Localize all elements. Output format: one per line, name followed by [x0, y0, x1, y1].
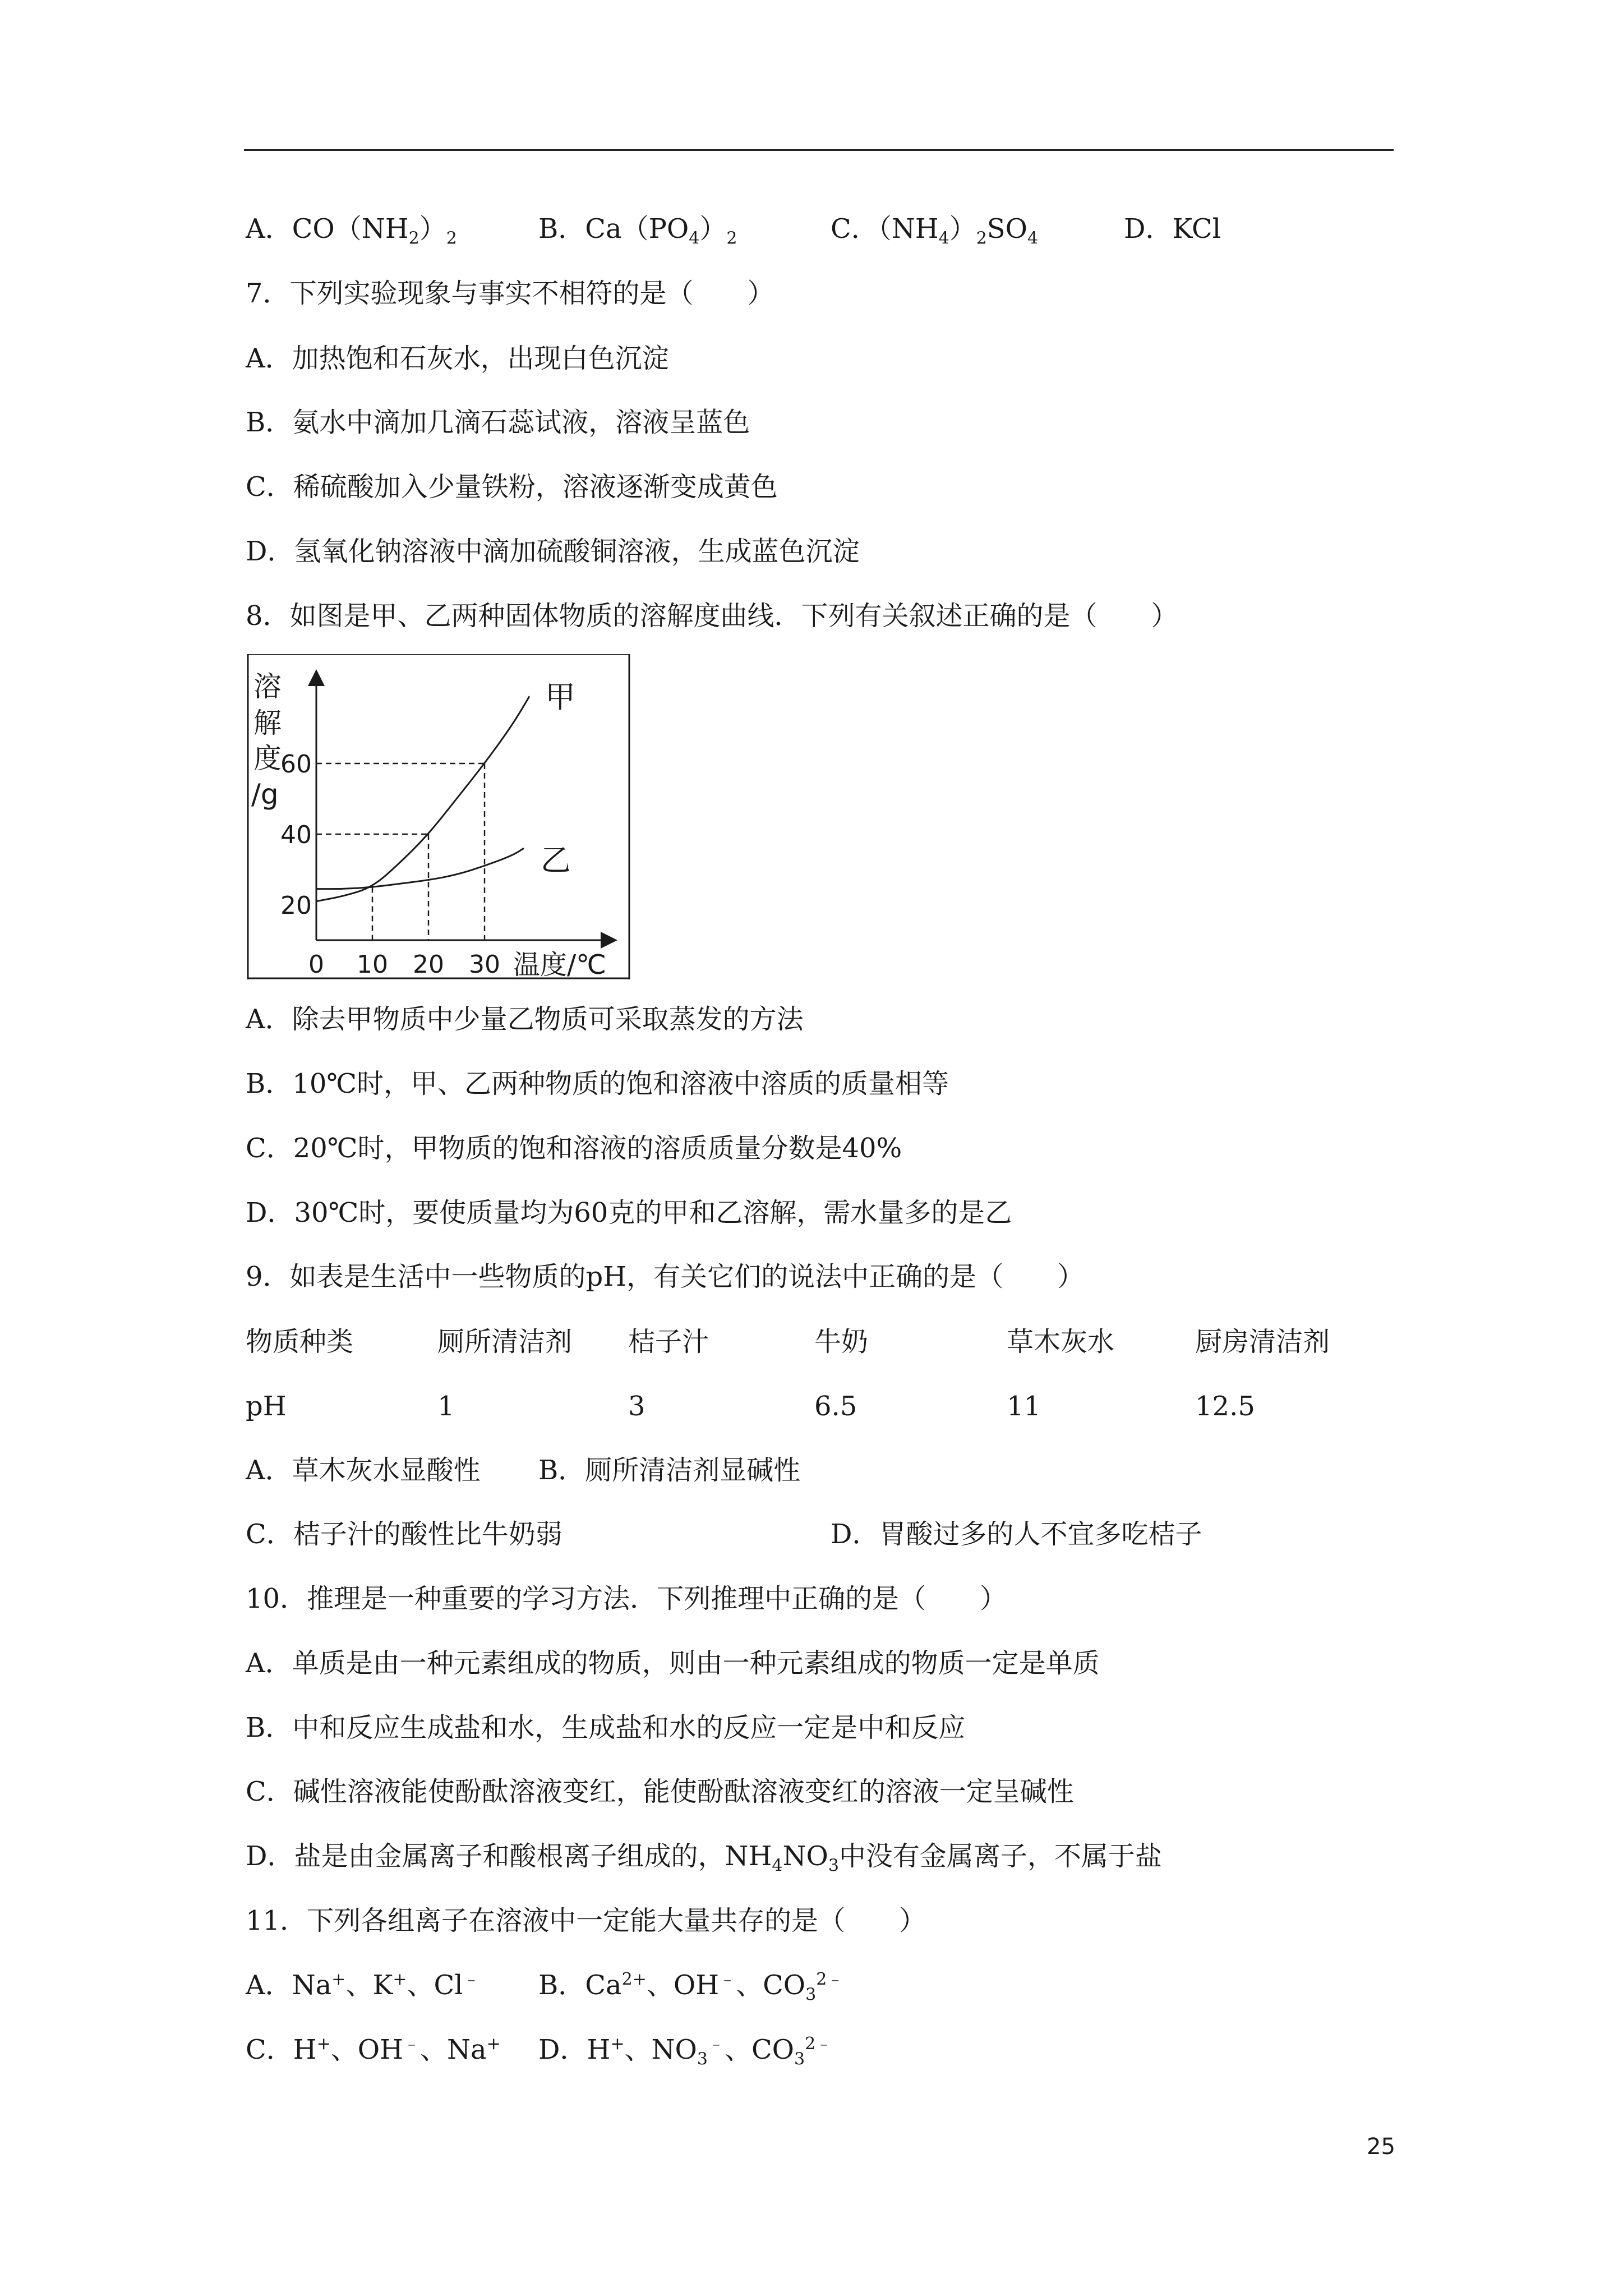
- ph-table-header-cell: 厨房清洁剂: [1195, 1326, 1330, 1358]
- ph-table-cell: pH: [246, 1391, 287, 1422]
- y-axis-label: /g: [251, 778, 279, 811]
- x-tick-label: 30: [469, 950, 500, 979]
- q9-option-d[interactable]: D．胃酸过多的人不宜多吃桔子: [831, 1519, 1202, 1550]
- q7-option-d[interactable]: D．氢氧化钠溶液中滴加硫酸铜溶液，生成蓝色沉淀: [246, 536, 860, 567]
- ph-table-header-cell: 桔子汁: [628, 1326, 709, 1358]
- q11-option-a[interactable]: A．Na+、K+、Cl﹣: [246, 1970, 480, 2001]
- q7-option-c[interactable]: C．稀硫酸加入少量铁粉，溶液逐渐变成黄色: [246, 471, 778, 503]
- y-tick-label: 20: [280, 891, 312, 920]
- page-number: 25: [1367, 2134, 1395, 2160]
- ph-table-cell: 3: [628, 1391, 645, 1422]
- y-axis-label: 度: [253, 742, 282, 775]
- series-line-jia: [316, 696, 529, 901]
- ph-table-header-cell: 牛奶: [814, 1326, 869, 1358]
- ph-table-cell: 12.5: [1195, 1391, 1255, 1422]
- q9-option-a[interactable]: A．草木灰水显酸性: [246, 1455, 481, 1486]
- q10-option-a[interactable]: A．单质是由一种元素组成的物质，则由一种元素组成的物质一定是单质: [246, 1648, 1100, 1679]
- ph-table-cell: 6.5: [814, 1391, 857, 1422]
- series-line-yi: [316, 848, 524, 889]
- q6-option-c[interactable]: C．$(NH_4)_2SO_4$: [831, 213, 1039, 249]
- series-label: 甲: [545, 679, 575, 715]
- header-rule: [244, 149, 1394, 151]
- q7-stem: 7．下列实验现象与事实不相符的是（ ）: [246, 278, 774, 309]
- q10-option-d[interactable]: D．盐是由金属离子和酸根离子组成的，$NH_4NO_3$中没有金属离子，不属于盐: [246, 1841, 1162, 1876]
- q6-option-d[interactable]: D．KCl: [1124, 213, 1221, 245]
- q6-option-b[interactable]: B．$Ca(PO_4)_2$: [538, 213, 737, 249]
- q9-option-c[interactable]: C．桔子汁的酸性比牛奶弱: [246, 1519, 562, 1550]
- y-axis-label: 解: [253, 707, 282, 739]
- series-label: 乙: [541, 843, 571, 878]
- q9-option-b[interactable]: B．厕所清洁剂显碱性: [538, 1455, 801, 1486]
- q8-option-d[interactable]: D．30℃时，要使质量均为60克的甲和乙溶解，需水量多的是乙: [246, 1197, 1012, 1228]
- q9-stem: 9．如表是生活中一些物质的pH，有关它们的说法中正确的是（ ）: [246, 1261, 1085, 1292]
- q8-stem: 8．如图是甲、乙两种固体物质的溶解度曲线．下列有关叙述正确的是（ ）: [246, 600, 1178, 632]
- q8-option-a[interactable]: A．除去甲物质中少量乙物质可采取蒸发的方法: [246, 1004, 804, 1035]
- solubility-chart: [246, 654, 638, 991]
- q11-option-d[interactable]: D．H+、$NO_3^﹣$、$CO_3^{2﹣}$: [538, 2034, 833, 2069]
- q11-stem: 11．下列各组离子在溶液中一定能大量共存的是（ ）: [246, 1905, 926, 1936]
- q6-option-a[interactable]: A．$CO(NH_2)_2$: [246, 213, 457, 249]
- x-tick-label: 20: [413, 950, 444, 979]
- q11-option-b[interactable]: B．$Ca^{2+}$、OH﹣、$CO_3^{2﹣}$: [538, 1970, 844, 2005]
- q7-option-a[interactable]: A．加热饱和石灰水，出现白色沉淀: [246, 343, 669, 374]
- y-tick-label: 60: [280, 750, 312, 779]
- solubility-curve-figure: [246, 654, 638, 993]
- ph-table-header-cell: 草木灰水: [1007, 1326, 1115, 1358]
- ph-table-cell: 11: [1007, 1391, 1041, 1422]
- q10-option-c[interactable]: C．碱性溶液能使酚酞溶液变红，能使酚酞溶液变红的溶液一定呈碱性: [246, 1776, 1074, 1807]
- q10-option-b[interactable]: B．中和反应生成盐和水，生成盐和水的反应一定是中和反应: [246, 1712, 966, 1743]
- q11-option-c[interactable]: C．H+、OH﹣、Na+: [246, 2034, 501, 2065]
- ph-table-header-cell: 物质种类: [246, 1326, 354, 1358]
- x-tick-label: 0: [308, 950, 324, 979]
- ph-table-header-cell: 厕所清洁剂: [437, 1326, 573, 1358]
- y-tick-label: 40: [280, 821, 312, 849]
- x-tick-label: 10: [357, 950, 388, 979]
- q7-option-b[interactable]: B．氨水中滴加几滴石蕊试液，溶液呈蓝色: [246, 407, 750, 438]
- ph-table-cell: 1: [437, 1391, 455, 1422]
- q8-option-b[interactable]: B．10℃时，甲、乙两种物质的饱和溶液中溶质的质量相等: [246, 1068, 949, 1099]
- x-axis-label: 温度/℃: [513, 949, 607, 981]
- q8-option-c[interactable]: C．20℃时，甲物质的饱和溶液的溶质质量分数是40%: [246, 1133, 902, 1164]
- y-axis-label: 溶: [253, 670, 282, 703]
- q10-stem: 10．推理是一种重要的学习方法．下列推理中正确的是（ ）: [246, 1583, 1007, 1614]
